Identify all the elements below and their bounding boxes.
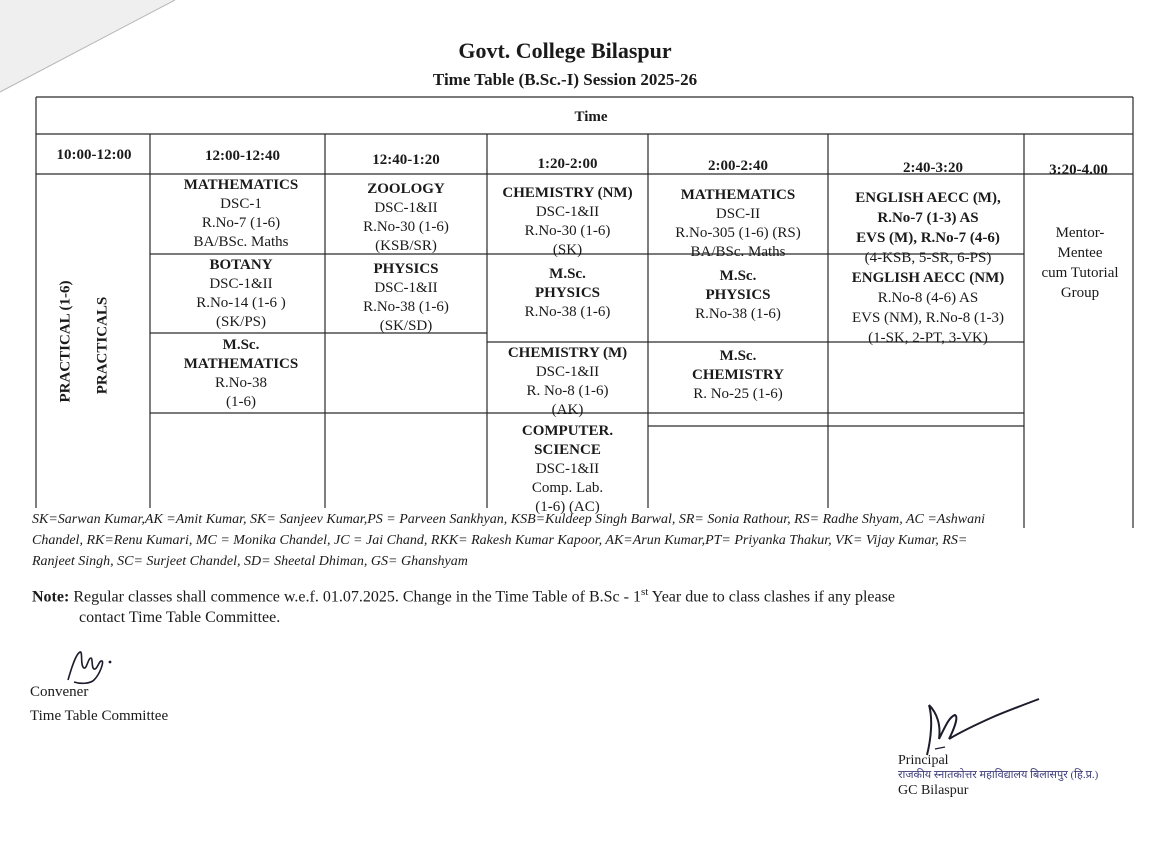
class-cell (648, 267, 828, 324)
practicals-label: PRACTICALS (94, 296, 111, 395)
teacher-legend (32, 509, 1122, 572)
subject-name: PHYSICS (705, 287, 771, 303)
class-cell (325, 260, 487, 336)
room-number: R.No-305 (1-6) (RS) (675, 225, 801, 241)
class-cell (325, 180, 487, 256)
class-cell (828, 188, 1028, 268)
legend-line: Ranjeet Singh, SC= Surjeet Chandel, SD= Sheetal Dhiman, GS= Ghanshyam (32, 554, 468, 569)
room-number: R.No-30 (1-6) (524, 223, 611, 239)
evs-room: EVS (M), R.No-7 (4-6) (856, 230, 1000, 246)
subject-name: CHEMISTRY (NM) (502, 185, 633, 201)
class-cell (828, 268, 1028, 348)
teacher-initials: (SK) (552, 242, 583, 258)
timetable-subtitle: Time Table (B.Sc.-I) Session 2025-26 (432, 70, 698, 89)
subject-name: BOTANY (209, 257, 273, 273)
convener-title: Convener (30, 684, 89, 700)
course-level: M.Sc. (719, 268, 757, 284)
principal-block (898, 752, 1138, 799)
convener-block (30, 680, 168, 728)
teacher-initials: (SK/PS) (215, 314, 267, 330)
mentor-line: Mentor- (1055, 225, 1105, 241)
subject-name: COMPUTER. (521, 423, 614, 439)
paper-code: DSC-1&II (374, 200, 438, 216)
slot-header-3: 12:40-1:20 (372, 152, 440, 168)
room-number: R.No-8 (4-6) AS (877, 290, 979, 306)
paper-code: DSC-II (715, 206, 761, 222)
slot-header-5: 2:00-2:40 (708, 158, 768, 174)
class-group: BA/BSc. Maths (690, 244, 786, 260)
teacher-initials: (SK/SD) (379, 318, 433, 334)
paper-code: DSC-1&II (209, 276, 273, 292)
subject-name: MATHEMATICS (680, 187, 796, 203)
course-level: M.Sc. (222, 337, 260, 353)
note-superscript: st (640, 586, 649, 598)
class-group: BA/BSc. Maths (193, 234, 289, 250)
class-cell (648, 347, 828, 404)
subject-name: CHEMISTRY (M) (507, 345, 628, 361)
room-number: R. No-8 (1-6) (526, 383, 609, 399)
class-cell (150, 176, 332, 252)
course-level: M.Sc. (719, 348, 757, 364)
note-text-cont: Year due to class clashes if any please (648, 588, 895, 606)
paper-code: DSC-1&II (535, 461, 600, 477)
paper-code: DSC-1&II (535, 204, 600, 220)
class-cell (648, 186, 828, 262)
subject-name: ZOOLOGY (367, 181, 445, 197)
college-title: Govt. College Bilaspur (458, 38, 672, 63)
note-line-2: contact Time Table Committee. (79, 609, 281, 627)
paper-code: DSC-1&II (374, 280, 438, 296)
note-block (32, 582, 1092, 628)
time-header: Time (574, 109, 608, 125)
room-number: R.No-7 (1-3) AS (877, 210, 979, 226)
subject-name: MATHEMATICS (183, 177, 299, 193)
subject-name: MATHEMATICS (183, 356, 299, 372)
subject-name: PHYSICS (373, 261, 439, 277)
principal-title: Principal (898, 753, 949, 768)
slot-header-4: 1:20-2:00 (537, 156, 598, 172)
slot-header-2: 12:00-12:40 (205, 148, 280, 164)
subject-name-cont: SCIENCE (534, 442, 601, 458)
teacher-initials: (1-SK, 2-PT, 3-VK) (868, 330, 988, 346)
roll-range: (1-6) (226, 394, 256, 410)
room-number: R. No-25 (1-6) (693, 386, 783, 402)
evs-room: EVS (NM), R.No-8 (1-3) (851, 310, 1005, 326)
course-level: M.Sc. (549, 266, 586, 282)
stamp-text: राजकीय स्नातकोत्तर महाविद्यालय बिलासपुर (हि.प्र.) (898, 769, 1099, 781)
room-number: Comp. Lab. (531, 480, 604, 496)
practical-label: PRACTICAL (1-6) (57, 280, 74, 403)
class-cell (487, 184, 648, 260)
class-cell (487, 265, 648, 322)
teacher-initials: (KSB/SR) (375, 238, 437, 254)
subject-name: PHYSICS (534, 285, 601, 301)
slot-header-6: 2:40-3:20 (903, 160, 963, 176)
paper-code: DSC-1 (220, 196, 262, 212)
principal-college: GC Bilaspur (898, 783, 969, 798)
class-cell (150, 256, 332, 332)
mentor-line: Group (1060, 285, 1100, 301)
subject-name: ENGLISH AECC (M), (855, 190, 1001, 206)
room-number: R.No-7 (1-6) (201, 215, 281, 231)
class-cell (150, 336, 332, 412)
room-number: R.No-38 (1-6) (524, 304, 611, 320)
room-number: R.No-38 (214, 375, 268, 391)
mentor-line: Mentee (1057, 245, 1103, 261)
room-number: R.No-38 (1-6) (695, 306, 781, 322)
room-number: R.No-30 (1-6) (363, 219, 449, 235)
subject-name: ENGLISH AECC (NM) (851, 270, 1005, 286)
paper-code: DSC-1&II (535, 364, 600, 380)
subject-name: CHEMISTRY (692, 367, 784, 383)
slot-header-1: 10:00-12:00 (56, 147, 132, 163)
teacher-initials: (AK) (551, 402, 584, 418)
teacher-initials: (4-KSB, 5-SR, 6-PS) (864, 250, 992, 266)
legend-line: SK=Sarwan Kumar,AK =Amit Kumar, SK= Sanjeev Kumar,PS = Parveen Sankhyan, KSB=Kuldeep Singh Barwal, SR= Sonia Rathour, RS= Radhe Shyam, AC =Ashwani (32, 512, 986, 527)
room-number: R.No-14 (1-6 ) (196, 295, 286, 311)
room-number: R.No-38 (1-6) (363, 299, 449, 315)
class-cell (487, 422, 648, 517)
mentor-cell (1024, 223, 1136, 303)
legend-line: Chandel, RK=Renu Kumari, MC = Monika Chandel, JC = Jai Chand, RKK= Rakesh Kumar Kapoor, AK=Arun Kumar,PT= Priyanka Thakur, VK= Vijay Kumar, RS= (32, 533, 968, 548)
slot-header-7: 3:20-4.00 (1049, 162, 1108, 178)
convener-committee: Time Table Committee (30, 708, 169, 724)
class-cell (487, 344, 648, 420)
note-label: Note: (32, 588, 70, 606)
note-text: Regular classes shall commence w.e.f. 01.07.2025. Change in the Time Table of B.Sc - 1 (69, 588, 641, 606)
teacher-initials: (1-6) (AC) (535, 499, 600, 515)
mentor-line: cum Tutorial (1041, 265, 1119, 281)
